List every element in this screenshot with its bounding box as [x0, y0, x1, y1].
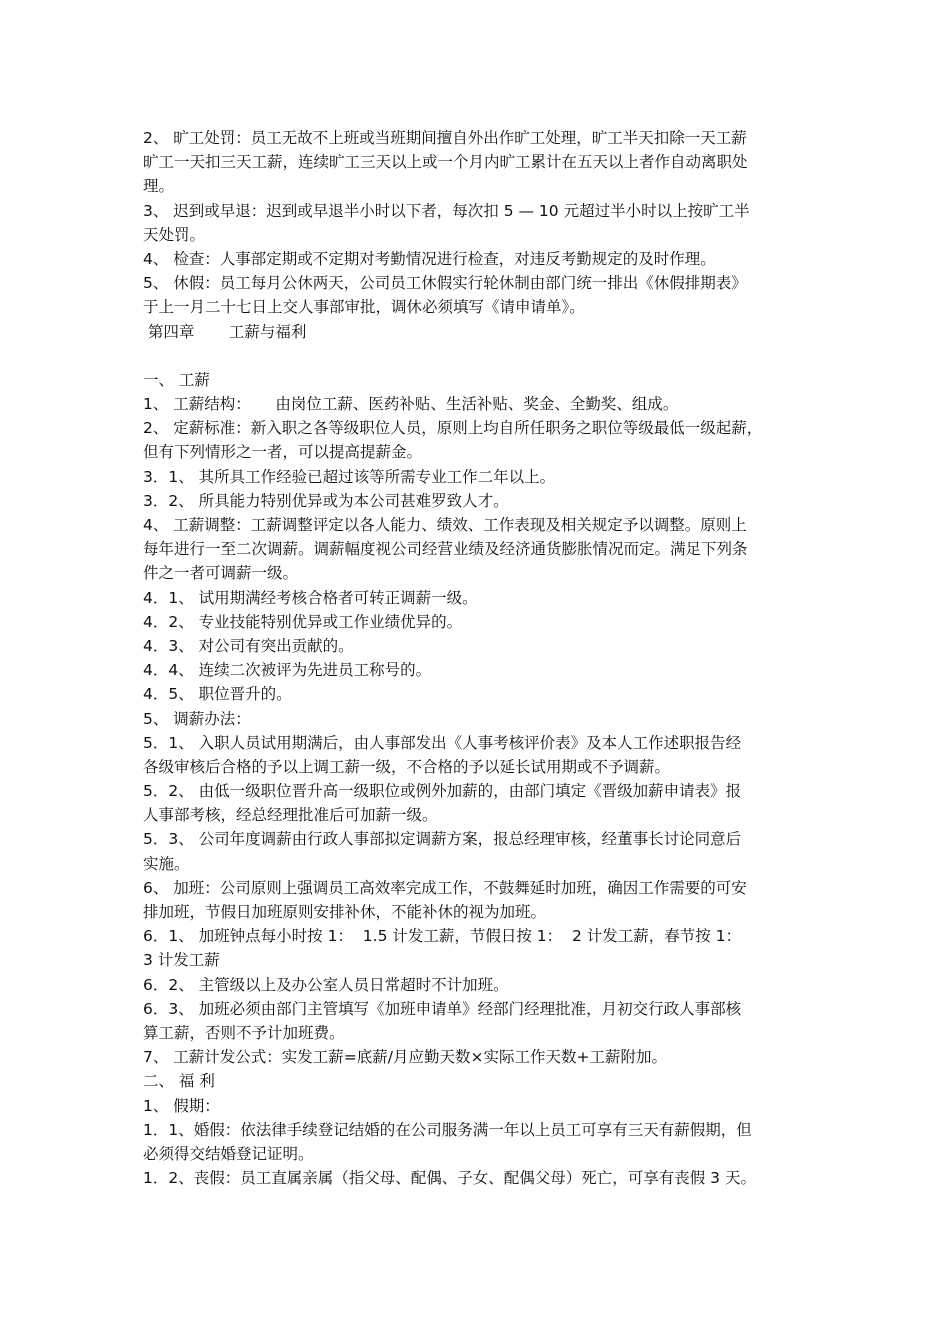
text-line: 5、 休假：员工每月公休两天，公司员工休假实行轮休制由部门统一排出《休假排期表》 [143, 274, 747, 293]
text-line: 理。 [143, 177, 175, 196]
text-line: 3．2、 所具能力特别优异或为本公司甚难罗致人才。 [143, 491, 509, 510]
text-line: 6．2、 主管级以上及办公室人员日常超时不计加班。 [143, 975, 509, 994]
text-line: 算工薪，否则不予计加班费。 [143, 1023, 345, 1042]
text-line: 排加班，节假日加班原则安排补休，不能补休的视为加班。 [143, 903, 547, 921]
text-line: 6．3、 加班必须由部门主管填写《加班申请单》经部门经理批准，月初交行政人事部核 [143, 999, 742, 1018]
section-heading: 二、 福 利 [143, 1072, 215, 1091]
text-line: 1．1、婚假：依法律手续登记结婚的在公司服务满一年以上员工可享有三天有薪假期，但 [143, 1120, 752, 1139]
text-line: 3、 迟到或早退：迟到或早退半小时以下者，每次扣 5 — 10 元超过半小时以上按旷工半 [143, 201, 750, 220]
text-line: 于上一月二十七日上交人事部审批，调休必须填写《请申请单》。 [143, 298, 585, 317]
text-line: 3．1、 其所具工作经验已超过该等所需专业工作二年以上。 [143, 467, 556, 486]
text-line: 4．4、 连续二次被评为先进员工称号的。 [143, 661, 432, 680]
text-line: 件之一者可调薪一级。 [143, 564, 299, 583]
text-line: 各级审核后合格的予以上调工薪一级，不合格的予以延长试用期或不予调薪。 [143, 757, 671, 776]
section-heading: 一、 工薪 [143, 370, 210, 389]
text-line: 人事部考核，经总经理批准后可加薪一级。 [143, 806, 438, 825]
text-line: 6、 加班：公司原则上强调员工高效率完成工作，不鼓舞延时加班，确因工作需要的可安 [143, 878, 747, 897]
text-line: 3 计发工薪 [143, 951, 220, 970]
text-line: 2、 旷工处罚：员工无故不上班或当班期间擅自外出作旷工处理，旷工半天扣除一天工薪 [143, 129, 747, 147]
text-line: 天处罚。 [143, 225, 206, 244]
chapter-heading: 第四章 工薪与福利 [143, 322, 307, 341]
text-line: 7、 工薪计发公式：实发工薪=底薪/月应勤天数×实际工作天数+工薪附加。 [143, 1048, 667, 1067]
text-line: 5．1、 入职人员试用期满后，由人事部发出《人事考核评价表》及本人工作述职报告经 [143, 733, 742, 752]
blank-line [143, 344, 815, 368]
text-line: 2、 定薪标准：新入职之各等级职位人员，原则上均自所任职务之职位等级最低一级起薪， [143, 419, 763, 438]
text-line: 4．2、 专业技能特别优异或工作业绩优异的。 [143, 612, 463, 631]
text-line: 旷工一天扣三天工薪，连续旷工三天以上或一个月内旷工累计在五天以上者作自动离职处 [143, 153, 748, 172]
text-line: 5、 调薪办法： [143, 709, 251, 728]
text-line: 5．3、 公司年度调薪由行政人事部拟定调薪方案，报总经理审核，经董事长讨论同意后 [143, 830, 742, 849]
text-line: 4、 检查：人事部定期或不定期对考勤情况进行检查，对违反考勤规定的及时作理。 [143, 249, 716, 268]
text-line: 4．5、 职位晋升的。 [143, 685, 292, 704]
text-line: 1、 假期： [143, 1096, 220, 1115]
text-line: 1．2、丧假：员工直属亲属（指父母、配偶、子女、配偶父母）死亡，可享有丧假 3 天。 [143, 1169, 756, 1188]
text-line: 4、 工薪调整：工薪调整评定以各人能力、绩效、工作表现及相关规定予以调整。原则上 [143, 516, 747, 534]
text-line: 每年进行一至二次调薪。调薪幅度视公司经营业绩及经济通货膨胀情况而定。满足下列条 [143, 540, 748, 559]
document-body [143, 126, 815, 1190]
text-line: 但有下列情形之一者，可以提高提薪金。 [143, 443, 423, 462]
text-line: 5．2、 由低一级职位晋升高一级职位或例外加薪的，由部门填定《晋级加薪申请表》报 [143, 782, 742, 801]
text-line: 1、 工薪结构： 由岗位工薪、医药补贴、生活补贴、奖金、全勤奖、组成。 [143, 395, 679, 414]
text-line: 4．1、 试用期满经考核合格者可转正调薪一级。 [143, 588, 478, 607]
text-line: 实施。 [143, 854, 190, 873]
text-line: 必须得交结婚登记证明。 [143, 1144, 314, 1163]
text-line: 4．3、 对公司有突出贡献的。 [143, 636, 354, 655]
text-line: 6．1、 加班钟点每小时按 1： 1.5 计发工薪，节假日按 1： 2 计发工薪，春节按 1： [143, 927, 742, 946]
